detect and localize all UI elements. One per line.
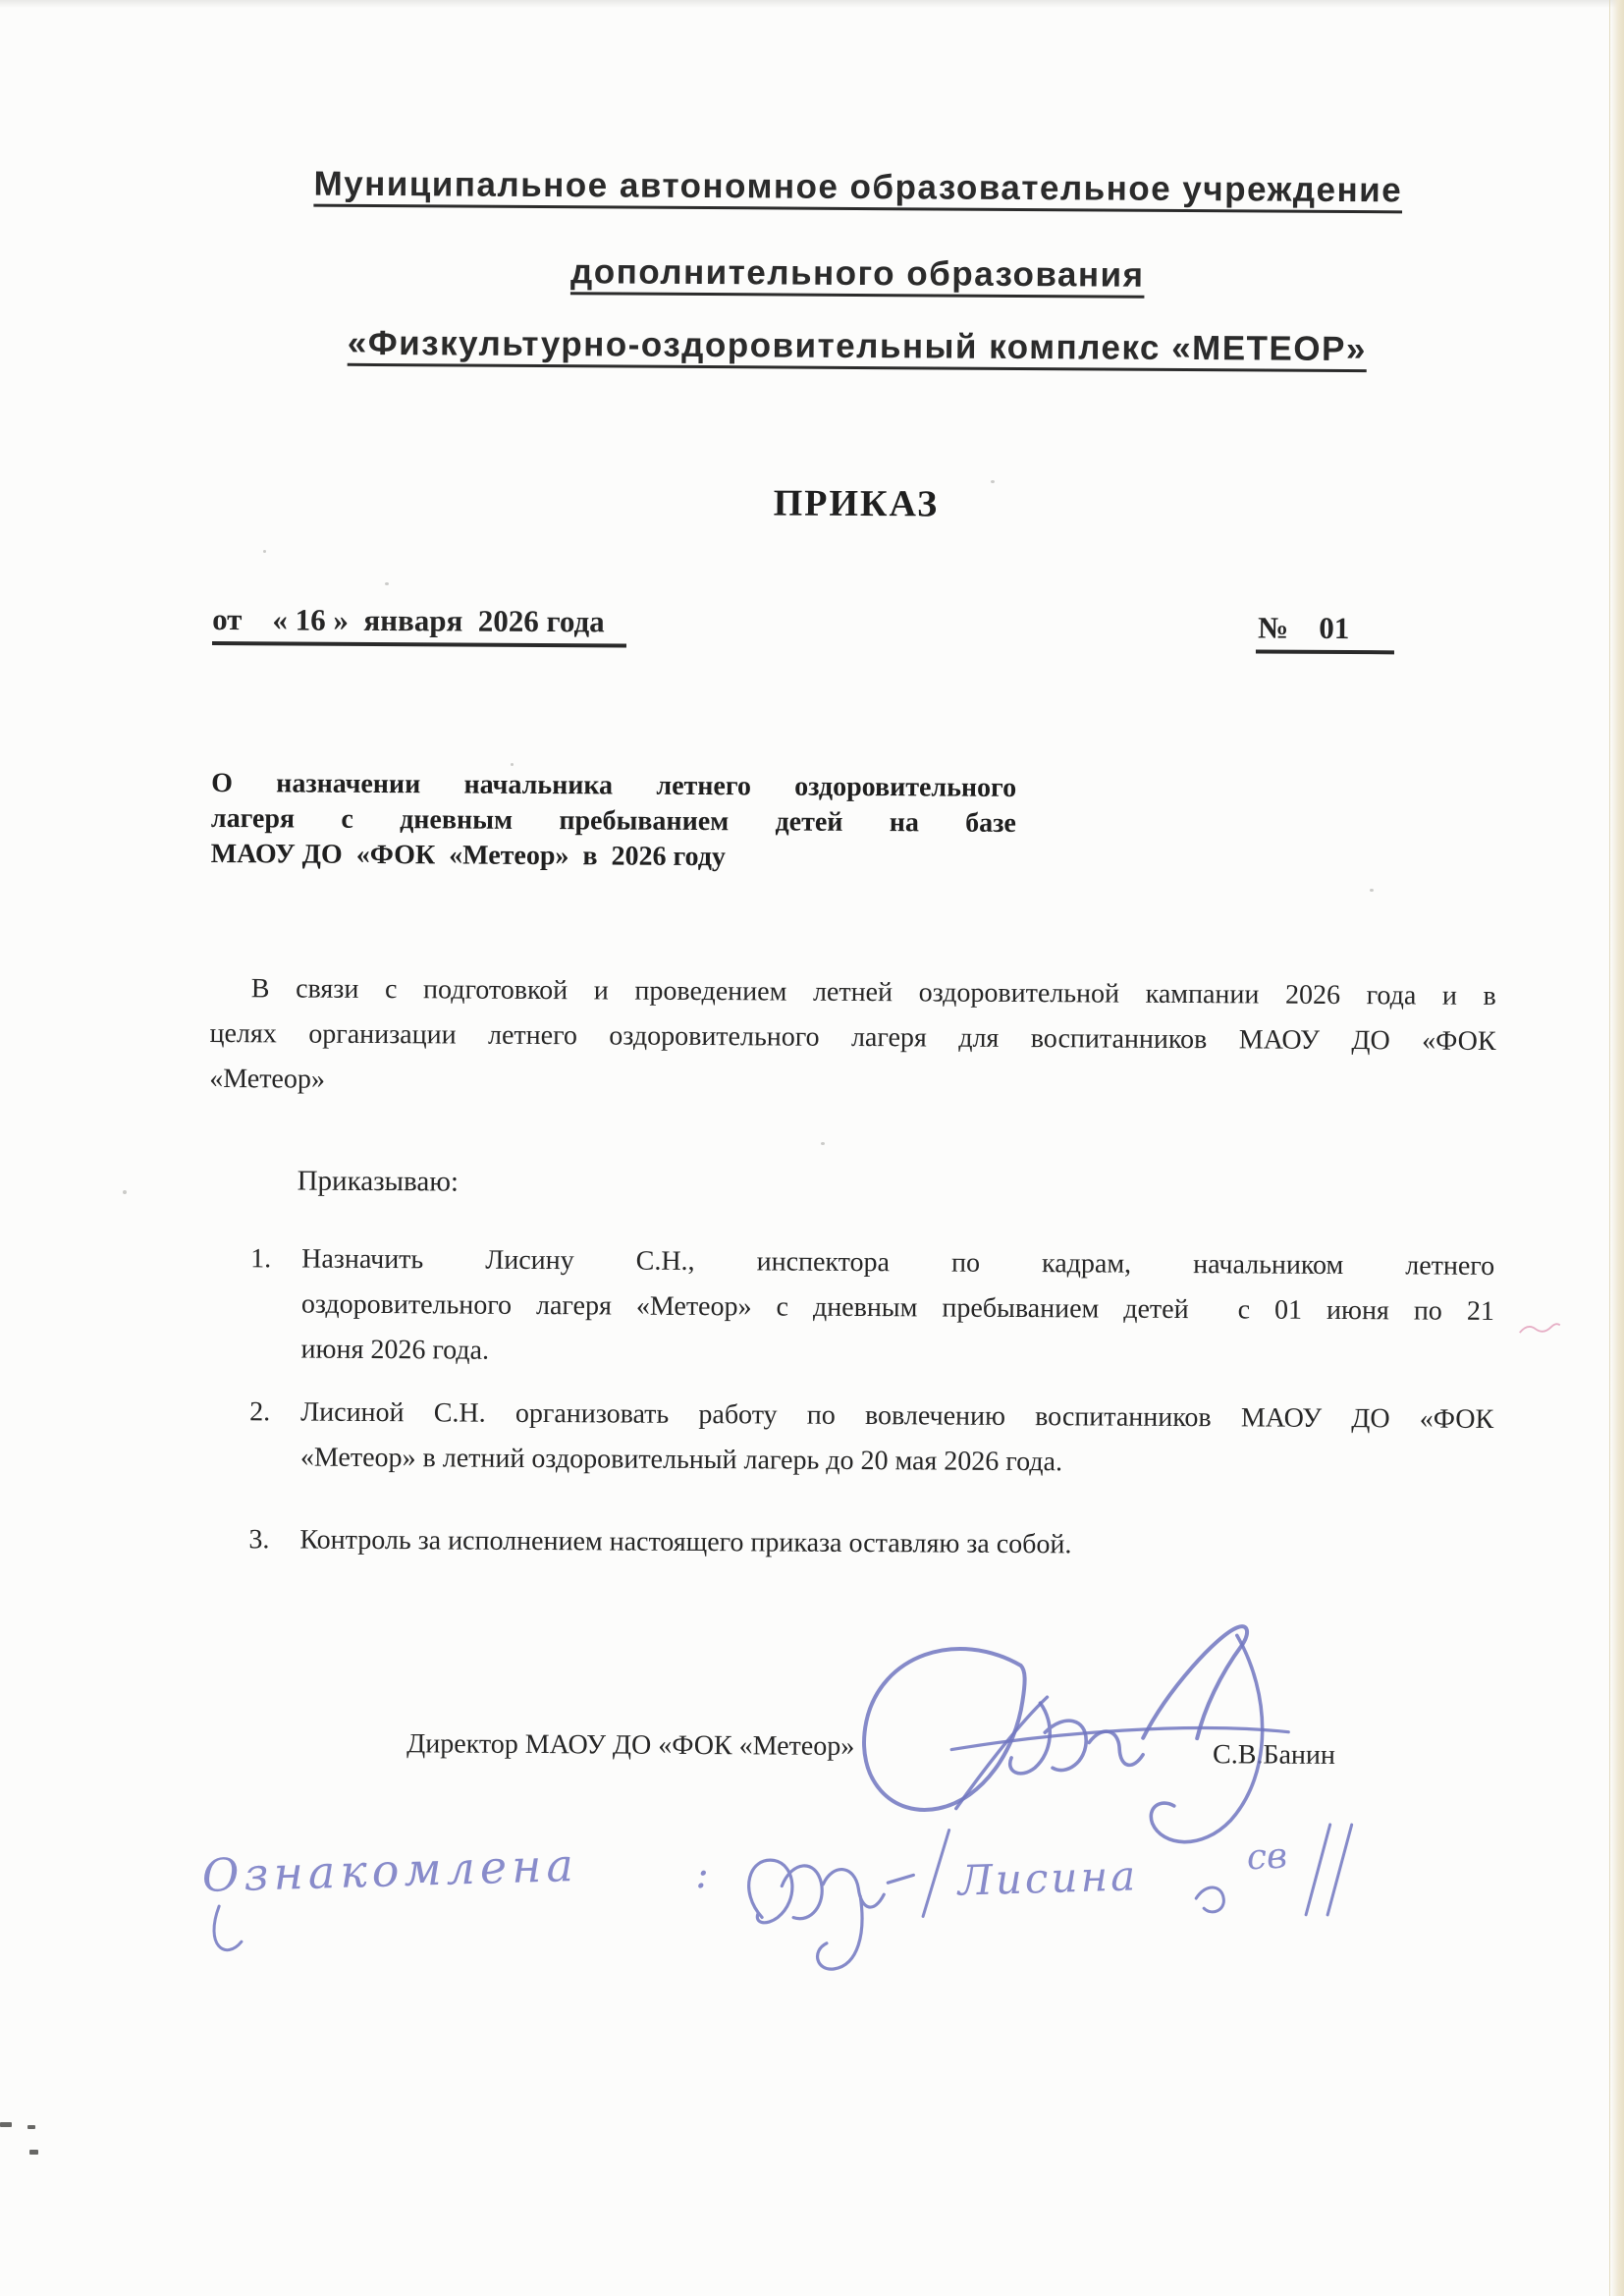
subject-line-1: О назначении начальника летнего оздоровительного: [211, 767, 1017, 803]
signoff-position: Директор МАОУ ДО «ФОК «Метеор»: [406, 1728, 855, 1762]
order-item-3-number: 3.: [248, 1524, 270, 1556]
scan-speck: [385, 582, 389, 585]
order-number: № 01: [1256, 610, 1394, 654]
handwriting-surname: Лисина: [957, 1851, 1139, 1905]
date-number-row: [212, 602, 1498, 659]
order-item-1-line-1: Назначить Лисину С.Н., инспектора по кадрам, начальником летнего: [301, 1243, 1495, 1282]
signoff-name: С.В.Банин: [1213, 1739, 1336, 1771]
scan-edge-mark: [27, 2125, 35, 2129]
order-item-1: [208, 1236, 1495, 1366]
order-item-2: [207, 1390, 1494, 1478]
subject-block: [211, 766, 1017, 877]
resolution-word: Приказываю:: [297, 1165, 460, 1198]
intro-line-1: В связи с подготовкой и проведением летней оздоровительной кампании 2026 года и в: [250, 973, 1496, 1011]
date-line: от « 16 » января 2026 года: [212, 602, 626, 648]
scan-edge-mark: [29, 2150, 38, 2155]
scanner-edge-strip: [1609, 0, 1624, 2296]
intro-paragraph: [209, 966, 1496, 1110]
subject-line-3: МАОУ ДО «ФОК «Метеор» в 2026 году: [210, 838, 727, 873]
scan-speck: [1370, 889, 1374, 892]
order-item-2-line-2: «Метеор» в летний оздоровительный лагерь до 20 мая 2026 года.: [299, 1442, 1063, 1478]
order-item-2-number: 2.: [249, 1396, 271, 1428]
scan-speck: [511, 763, 514, 766]
handwriting-colon: :: [695, 1851, 709, 1898]
order-item-1-line-2: оздоровительного лагеря «Метеор» с дневным пребыванием детей с 01 июня по 21: [300, 1288, 1494, 1327]
scan-speck: [991, 480, 995, 483]
scan-speck: [821, 1142, 825, 1145]
scan-speck: [263, 550, 266, 553]
org-header-line-3: «Физкультурно-оздоровительный комплекс «МЕТЕОР»: [347, 323, 1368, 369]
handwritten-acknowledgement: [126, 1797, 1442, 2001]
handwriting-note-word: Ознакомлена: [200, 1837, 579, 1902]
org-header-line-2: дополнительного образования: [569, 252, 1145, 295]
order-item-1-line-3: июня 2026 года.: [300, 1334, 490, 1366]
order-item-2-line-1: Лисиной С.Н. организовать работу по вовлечению воспитанников МАОУ ДО «ФОК: [300, 1396, 1494, 1435]
order-item-3-line-1: Контроль за исполнением настоящего приказа оставляю за собой.: [299, 1524, 1072, 1560]
pink-pen-mark: [1516, 1315, 1563, 1340]
org-header-line-1: Муниципальное автономное образовательное учреждение: [313, 164, 1403, 210]
intro-line-2: целях организации летнего оздоровительного лагеря для воспитанников МАОУ ДО «ФОК: [209, 1017, 1496, 1057]
handwriting-initials: св: [1245, 1835, 1288, 1879]
order-item-3: [207, 1517, 1493, 1560]
intro-line-3: «Метеор»: [209, 1063, 326, 1095]
subject-line-2: лагеря с дневным пребыванием детей на базе: [210, 802, 1016, 839]
order-item-1-number: 1.: [250, 1243, 272, 1275]
scan-speck: [123, 1190, 127, 1194]
handwriting-signature-scribble: [748, 1860, 913, 1970]
scan-edge-mark: [0, 2122, 12, 2127]
doc-type-title: ПРИКАЗ: [773, 482, 940, 525]
